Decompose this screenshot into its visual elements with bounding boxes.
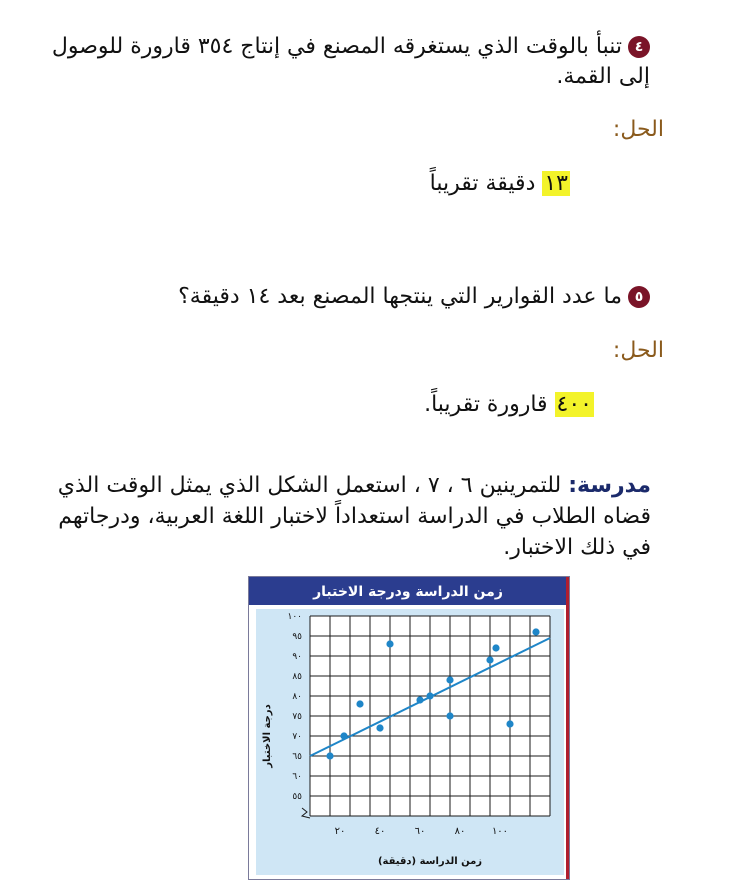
x-axis-label: زمن الدراسة (دقيقة) (377, 856, 483, 867)
y-tick-label: ٨٥ (292, 672, 302, 682)
y-tick-label: ١٠٠ (287, 612, 302, 622)
scatter-chart (248, 576, 570, 880)
answer (424, 391, 594, 419)
y-tick-label: ٩٥ (292, 632, 302, 642)
answer-highlight: ٤٠٠ (556, 392, 592, 417)
y-tick-label: ٩٠ (292, 652, 302, 662)
y-tick-label: ٦٥ (292, 752, 302, 762)
chart-grid (302, 616, 550, 818)
chart-side-stripe (566, 577, 569, 879)
question-text: ما عدد القوارير التي ينتجها المصنع بعد ١٤ دقيقة؟ (178, 284, 622, 309)
y-tick-label: ٦٠ (292, 772, 302, 782)
data-point (492, 644, 499, 651)
data-point (326, 752, 333, 759)
question-5 (40, 282, 650, 312)
y-axis-label: درجة الاختبار (262, 704, 273, 768)
question-4 (40, 32, 650, 92)
school-exercise-text (41, 470, 651, 563)
school-body: للتمرينين ٦ ، ٧ ، استعمل الشكل الذي يمثل الوقت الذي قضاه الطلاب في الدراسة استعداداً لاختبار اللغة العربية، ودرجاتهم في ذلك الاختبار. (57, 473, 651, 560)
data-point (506, 720, 513, 727)
answer-text: قارورة تقريباً. (424, 392, 555, 417)
x-tick-label: ٨٠ (454, 826, 466, 837)
solution-label: الحل: (612, 338, 664, 363)
question-text: تنبأ بالوقت الذي يستغرقه المصنع في إنتاج ٣٥٤ قارورة للوصول إلى القمة. (51, 34, 650, 89)
y-tick-label: ٥٥ (292, 792, 302, 802)
solution-label: الحل: (612, 117, 664, 142)
scatter-chart-svg (248, 576, 570, 880)
x-tick-label: ٢٠ (334, 826, 346, 837)
data-point (416, 696, 423, 703)
data-point (426, 692, 433, 699)
answer (430, 170, 570, 198)
answer-highlight: ١٣ (544, 171, 568, 196)
data-point (376, 724, 383, 731)
y-tick-label: ٧٠ (292, 732, 302, 742)
data-point (486, 656, 493, 663)
y-tick-label: ٨٠ (292, 692, 302, 702)
data-point (446, 712, 453, 719)
x-tick-label: ٦٠ (414, 826, 426, 837)
question-number-badge: ٤ (628, 36, 650, 58)
x-tick-label: ٤٠ (374, 826, 386, 837)
question-number-badge: ٥ (628, 286, 650, 308)
data-point (340, 732, 347, 739)
data-point (356, 700, 363, 707)
x-tick-label: ١٠٠ (491, 826, 509, 837)
school-label: مدرسة: (568, 473, 651, 498)
answer-text: دقيقة تقريباً (429, 171, 543, 196)
data-point (446, 676, 453, 683)
chart-title: زمن الدراسة ودرجة الاختبار (313, 584, 503, 600)
data-point (386, 640, 393, 647)
data-point (532, 628, 539, 635)
y-tick-label: ٧٥ (292, 712, 302, 722)
